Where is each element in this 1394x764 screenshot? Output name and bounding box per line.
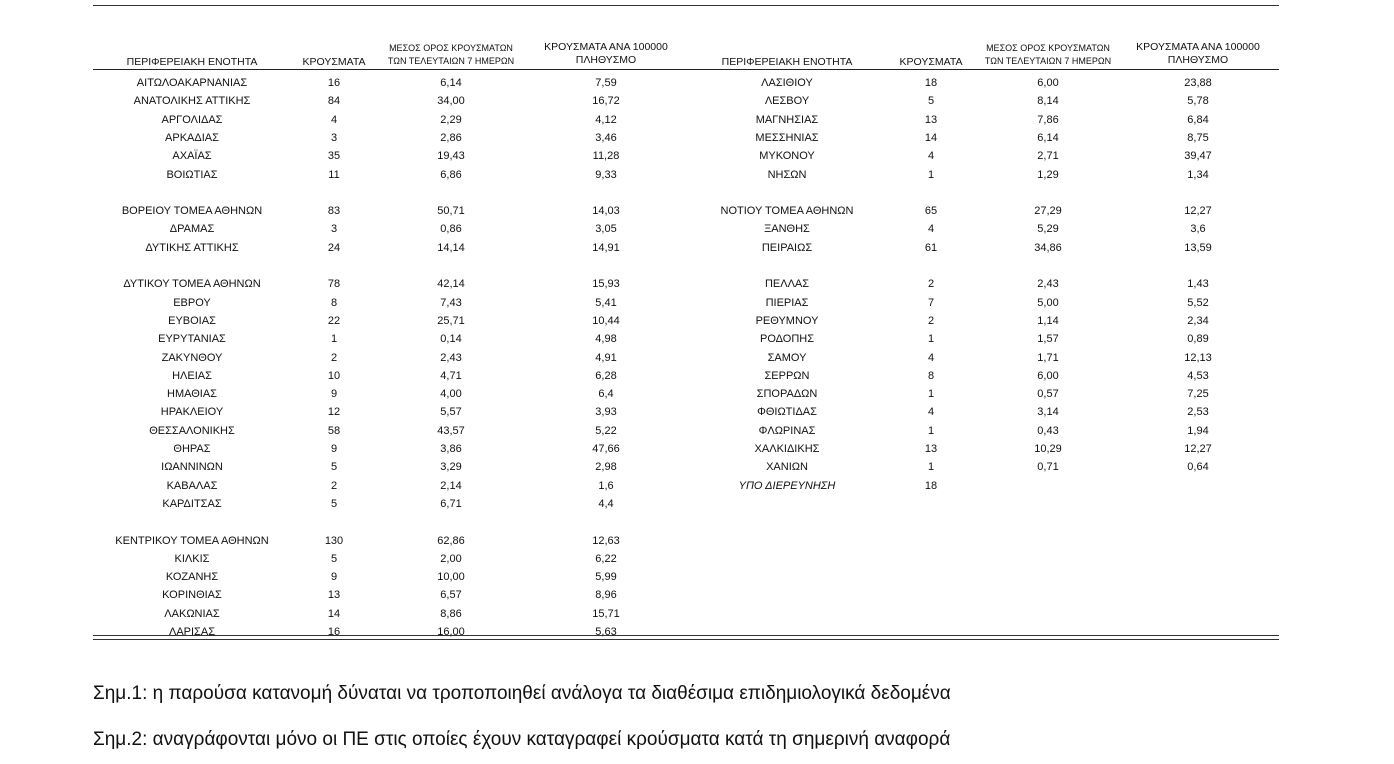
- cases-cell: 1: [927, 461, 935, 474]
- cases-cell: 24: [327, 241, 341, 254]
- cases-cell: 5: [330, 497, 338, 510]
- region-name-cell: ΡΟΔΟΠΗΣ: [759, 333, 815, 346]
- region-name-cell: ΠΕΙΡΑΙΩΣ: [761, 241, 813, 254]
- cases-cell: 13: [327, 589, 341, 602]
- per100k-cell: 8,96: [595, 589, 617, 602]
- cases-cell: 1: [927, 333, 935, 346]
- cases-cell: 8: [927, 369, 935, 382]
- top-rule: [93, 5, 1279, 6]
- avg7-cell: 7,43: [440, 296, 462, 309]
- cases-cell: 18: [924, 479, 938, 492]
- cases-cell: 4: [927, 351, 935, 364]
- region-name-cell: ΣΕΡΡΩΝ: [764, 369, 810, 382]
- region-name-cell: ΔΥΤΙΚΟΥ ΤΟΜΕΑ ΑΘΗΝΩΝ: [123, 278, 261, 291]
- cases-cell: 11: [328, 168, 340, 181]
- region-name-cell: ΧΑΝΙΩΝ: [766, 461, 808, 474]
- region-name-cell: ΛΑΚΩΝΙΑΣ: [164, 607, 220, 620]
- per100k-cell: 15,71: [592, 607, 620, 620]
- bottom-double-rule: [93, 635, 1279, 640]
- cases-cell: 35: [327, 150, 341, 163]
- note-2: Σημ.2: αναγράφονται μόνο οι ΠΕ στις οποίες έχουν καταγραφεί κρούσματα κατά τη σημερινή αναφορά: [93, 729, 951, 750]
- region-name-cell: ΕΥΡΥΤΑΝΙΑΣ: [158, 333, 226, 346]
- cases-cell: 3: [330, 223, 338, 236]
- per100k-cell: 5,52: [1187, 296, 1209, 309]
- region-name-cell: ΞΑΝΘΗΣ: [764, 223, 810, 236]
- per100k-cell: 2,34: [1187, 314, 1209, 327]
- per100k-cell: 1,6: [598, 479, 614, 492]
- left-header-per100k: [531, 41, 681, 67]
- per100k-cell: 2,98: [595, 461, 617, 474]
- cases-cell: 9: [330, 388, 338, 401]
- avg7-cell: 6,00: [1037, 369, 1059, 382]
- per100k-cell: 5,41: [595, 296, 617, 309]
- cases-cell: 14: [924, 131, 938, 144]
- region-name-cell: ΑΡΚΑΔΙΑΣ: [165, 131, 219, 144]
- per100k-cell: 5,63: [595, 626, 617, 638]
- cases-cell: 4: [927, 150, 935, 163]
- region-name-cell: ΣΠΟΡΑΔΩΝ: [756, 388, 818, 401]
- avg7-cell: 14,14: [437, 241, 465, 254]
- per100k-cell: 3,93: [595, 406, 617, 419]
- per100k-cell: 13,59: [1184, 241, 1212, 254]
- per100k-cell: 5,78: [1187, 95, 1209, 108]
- region-name-cell: ΚΟΡΙΝΘΙΑΣ: [162, 589, 222, 602]
- per100k-cell: 4,98: [595, 333, 617, 346]
- avg7-cell: 7,86: [1037, 113, 1059, 126]
- region-name-cell: ΝΟΤΙΟΥ ΤΟΜΕΑ ΑΘΗΝΩΝ: [720, 205, 854, 218]
- per100k-cell: 3,05: [595, 223, 617, 236]
- avg7-cell: 10,29: [1034, 443, 1062, 455]
- avg7-cell: 0,71: [1037, 461, 1059, 474]
- region-name-cell: ΜΕΣΣΗΝΙΑΣ: [755, 131, 819, 144]
- cases-cell: 78: [327, 278, 341, 291]
- avg7-cell: 2,71: [1037, 150, 1059, 163]
- cases-cell: 22: [327, 314, 341, 327]
- cases-cell: 1: [330, 333, 338, 346]
- avg7-cell: 34,86: [1034, 241, 1062, 254]
- region-name-cell: ΠΕΛΛΑΣ: [764, 278, 810, 291]
- avg7-cell: 2,29: [440, 113, 462, 126]
- left-header-per100k-line1: ΚΡΟΥΣΜΑΤΑ ΑΝΑ 100000: [544, 41, 668, 53]
- region-name-cell: ΕΥΒΟΙΑΣ: [168, 314, 216, 327]
- avg7-cell: 34,00: [437, 95, 465, 108]
- avg7-cell: 3,14: [1037, 406, 1059, 419]
- right-header-per100k: [1123, 41, 1273, 67]
- per100k-cell: 12,27: [1184, 443, 1212, 455]
- per100k-cell: 12,63: [592, 534, 620, 547]
- region-name-cell: ΡΕΘΥΜΝΟΥ: [755, 314, 819, 327]
- cases-cell: 83: [327, 205, 341, 218]
- cases-cell: 4: [330, 113, 338, 126]
- cases-cell: 12: [327, 406, 341, 419]
- region-name-cell: ΚΑΡΔΙΤΣΑΣ: [162, 497, 222, 510]
- per100k-cell: 6,22: [595, 552, 617, 565]
- left-header-region: ΠΕΡΙΦΕΡΕΙΑΚΗ ΕΝΟΤΗΤΑ: [126, 56, 258, 68]
- region-name-cell: ΘΗΡΑΣ: [173, 443, 211, 455]
- region-name-cell: ΜΥΚΟΝΟΥ: [759, 150, 815, 163]
- avg7-cell: 42,14: [437, 278, 465, 291]
- per100k-cell: 3,46: [595, 131, 617, 144]
- region-name-cell: ΑΧΑΪΑΣ: [172, 150, 212, 163]
- per100k-cell: 39,47: [1184, 150, 1212, 163]
- per100k-cell: 3,6: [1190, 223, 1206, 236]
- cases-cell: 8: [330, 296, 338, 309]
- cases-cell: 4: [927, 406, 935, 419]
- cases-cell: 2: [330, 351, 338, 364]
- region-name-cell: ΚΙΛΚΙΣ: [174, 552, 210, 565]
- region-name-cell: ΗΜΑΘΙΑΣ: [167, 388, 217, 401]
- per100k-cell: 10,44: [592, 314, 620, 327]
- region-name-cell: ΑΝΑΤΟΛΙΚΗΣ ΑΤΤΙΚΗΣ: [133, 95, 251, 108]
- cases-cell: 84: [327, 95, 341, 108]
- per100k-cell: 11,28: [592, 150, 620, 163]
- left-header-cases: ΚΡΟΥΣΜΑΤΑ: [302, 56, 366, 68]
- right-header-avg-line2: ΤΩΝ ΤΕΛΕΥΤΑΙΩΝ 7 ΗΜΕΡΩΝ: [984, 56, 1112, 66]
- avg7-cell: 1,71: [1037, 351, 1059, 364]
- right-header-region: ΠΕΡΙΦΕΡΕΙΑΚΗ ΕΝΟΤΗΤΑ: [721, 56, 853, 68]
- cases-cell: 130: [324, 534, 344, 547]
- avg7-cell: 50,71: [437, 205, 465, 218]
- avg7-cell: 10,00: [437, 571, 465, 584]
- per100k-cell: 0,64: [1187, 461, 1209, 474]
- per100k-cell: 23,88: [1184, 77, 1212, 89]
- per100k-cell: 12,13: [1184, 351, 1212, 364]
- per100k-cell: 6,84: [1187, 113, 1209, 126]
- cases-cell: 14: [327, 607, 341, 620]
- avg7-cell: 6,14: [1037, 131, 1059, 144]
- region-name-cell: ΔΥΤΙΚΗΣ ΑΤΤΙΚΗΣ: [145, 241, 239, 254]
- left-header-per100k-line2: ΠΛΗΘΥΣΜΟ: [575, 54, 637, 66]
- per100k-cell: 0,89: [1187, 333, 1209, 346]
- avg7-cell: 0,14: [440, 333, 462, 346]
- region-name-cell: ΚΑΒΑΛΑΣ: [166, 479, 218, 492]
- region-name-cell: ΥΠΟ ΔΙΕΡΕΥΝΗΣΗ: [738, 479, 836, 492]
- region-name-cell: ΛΑΡΙΣΑΣ: [168, 626, 215, 638]
- region-name-cell: ΚΕΝΤΡΙΚΟΥ ΤΟΜΕΑ ΑΘΗΝΩΝ: [115, 534, 269, 547]
- region-name-cell: ΦΛΩΡΙΝΑΣ: [758, 424, 816, 437]
- right-header-cases: ΚΡΟΥΣΜΑΤΑ: [899, 56, 963, 68]
- avg7-cell: 16,00: [437, 626, 465, 638]
- avg7-cell: 2,14: [440, 479, 462, 492]
- per100k-cell: 4,12: [595, 113, 617, 126]
- avg7-cell: 27,29: [1034, 205, 1062, 218]
- per100k-cell: 6,4: [598, 388, 614, 401]
- per100k-cell: 4,4: [598, 497, 614, 510]
- region-name-cell: ΙΩΑΝΝΙΝΩΝ: [161, 461, 223, 474]
- avg7-cell: 6,86: [440, 168, 462, 181]
- avg7-cell: 3,29: [440, 461, 462, 474]
- avg7-cell: 6,00: [1037, 77, 1059, 89]
- right-header-avg-line1: ΜΕΣΟΣ ΟΡΟΣ ΚΡΟΥΣΜΑΤΩΝ: [986, 43, 1110, 53]
- region-name-cell: ΛΑΣΙΘΙΟΥ: [761, 77, 813, 89]
- avg7-cell: 43,57: [437, 424, 465, 437]
- per100k-cell: 16,72: [592, 95, 620, 108]
- region-name-cell: ΗΡΑΚΛΕΙΟΥ: [160, 406, 224, 419]
- cases-cell: 1: [927, 388, 935, 401]
- cases-cell: 2: [927, 314, 935, 327]
- avg7-cell: 3,86: [440, 443, 462, 455]
- left-header-avg-line2: ΤΩΝ ΤΕΛΕΥΤΑΙΩΝ 7 ΗΜΕΡΩΝ: [387, 56, 515, 66]
- per100k-cell: 9,33: [595, 168, 617, 181]
- per100k-cell: 2,53: [1187, 406, 1209, 419]
- cases-cell: 61: [924, 241, 938, 254]
- avg7-cell: 8,14: [1037, 95, 1059, 108]
- avg7-cell: 5,00: [1037, 296, 1059, 309]
- left-header-avg: [381, 42, 521, 68]
- cases-cell: 2: [927, 278, 935, 291]
- avg7-cell: 2,86: [440, 131, 462, 144]
- avg7-cell: 25,71: [437, 314, 465, 327]
- cases-cell: 7: [927, 296, 935, 309]
- avg7-cell: 4,00: [440, 388, 462, 401]
- per100k-cell: 1,94: [1187, 424, 1209, 437]
- region-name-cell: ΖΑΚΥΝΘΟΥ: [161, 351, 223, 364]
- region-name-cell: ΧΑΛΚΙΔΙΚΗΣ: [754, 443, 820, 455]
- region-name-cell: ΒΟΙΩΤΙΑΣ: [166, 168, 218, 181]
- avg7-cell: 0,43: [1037, 424, 1059, 437]
- cases-cell: 16: [327, 77, 341, 89]
- avg7-cell: 62,86: [437, 534, 465, 547]
- avg7-cell: 0,57: [1037, 388, 1059, 401]
- avg7-cell: 2,00: [440, 552, 462, 565]
- cases-cell: 1: [927, 168, 935, 181]
- header-rule: [93, 69, 1279, 70]
- per100k-cell: 6,28: [595, 369, 617, 382]
- cases-cell: 4: [927, 223, 935, 236]
- avg7-cell: 6,14: [440, 77, 462, 89]
- region-name-cell: ΗΛΕΙΑΣ: [172, 369, 212, 382]
- right-header-per100k-line2: ΠΛΗΘΥΣΜΟ: [1167, 54, 1229, 66]
- avg7-cell: 2,43: [1037, 278, 1059, 291]
- per100k-cell: 4,53: [1187, 369, 1209, 382]
- per100k-cell: 1,34: [1187, 168, 1209, 181]
- per100k-cell: 8,75: [1187, 131, 1209, 144]
- per100k-cell: 12,27: [1184, 205, 1212, 218]
- region-name-cell: ΣΑΜΟΥ: [767, 351, 807, 364]
- right-header-avg: [978, 42, 1118, 68]
- right-header-per100k-line1: ΚΡΟΥΣΜΑΤΑ ΑΝΑ 100000: [1136, 41, 1260, 53]
- left-header-avg-line1: ΜΕΣΟΣ ΟΡΟΣ ΚΡΟΥΣΜΑΤΩΝ: [389, 43, 513, 53]
- cases-cell: 2: [330, 479, 338, 492]
- cases-cell: 16: [327, 626, 341, 638]
- region-name-cell: ΕΒΡΟΥ: [173, 296, 211, 309]
- avg7-cell: 4,71: [440, 369, 462, 382]
- region-name-cell: ΒΟΡΕΙΟΥ ΤΟΜΕΑ ΑΘΗΝΩΝ: [121, 205, 263, 218]
- note-1: Σημ.1: η παρούσα κατανομή δύναται να τροποποιηθεί ανάλογα τα διαθέσιμα επιδημιολογικά δεδομένα: [93, 683, 951, 704]
- per100k-cell: 14,03: [592, 205, 620, 218]
- cases-cell: 65: [924, 205, 938, 218]
- avg7-cell: 1,14: [1037, 314, 1059, 327]
- region-name-cell: ΘΕΣΣΑΛΟΝΙΚΗΣ: [149, 424, 235, 437]
- cases-cell: 3: [330, 131, 338, 144]
- avg7-cell: 1,57: [1037, 333, 1059, 346]
- per100k-cell: 47,66: [592, 443, 620, 455]
- cases-cell: 5: [330, 552, 338, 565]
- region-name-cell: ΠΙΕΡΙΑΣ: [765, 296, 809, 309]
- cases-cell: 5: [330, 461, 338, 474]
- per100k-cell: 5,22: [595, 424, 617, 437]
- cases-cell: 1: [927, 424, 935, 437]
- cases-cell: 10: [327, 369, 341, 382]
- avg7-cell: 5,29: [1037, 223, 1059, 236]
- cases-cell: 13: [924, 443, 938, 455]
- region-name-cell: ΔΡΑΜΑΣ: [169, 223, 215, 236]
- region-name-cell: ΑΙΤΩΛΟΑΚΑΡΝΑΝΙΑΣ: [136, 77, 248, 89]
- region-name-cell: ΚΟΖΑΝΗΣ: [165, 571, 219, 584]
- per100k-cell: 14,91: [592, 241, 620, 254]
- per100k-cell: 15,93: [592, 278, 620, 291]
- per100k-cell: 7,59: [595, 77, 617, 89]
- avg7-cell: 6,71: [440, 497, 462, 510]
- cases-cell: 9: [330, 571, 338, 584]
- avg7-cell: 1,29: [1037, 168, 1059, 181]
- avg7-cell: 0,86: [440, 223, 462, 236]
- cases-cell: 9: [330, 443, 338, 455]
- per100k-cell: 5,99: [595, 571, 617, 584]
- avg7-cell: 2,43: [440, 351, 462, 364]
- avg7-cell: 6,57: [440, 589, 462, 602]
- per100k-cell: 7,25: [1187, 388, 1209, 401]
- cases-cell: 58: [327, 424, 341, 437]
- per100k-cell: 1,43: [1187, 278, 1209, 291]
- region-name-cell: ΛΕΣΒΟΥ: [764, 95, 810, 108]
- avg7-cell: 19,43: [437, 150, 465, 163]
- region-name-cell: ΜΑΓΝΗΣΙΑΣ: [755, 113, 819, 126]
- region-name-cell: ΝΗΣΩΝ: [767, 168, 807, 181]
- cases-cell: 5: [927, 95, 935, 108]
- avg7-cell: 5,57: [440, 406, 462, 419]
- region-name-cell: ΦΘΙΩΤΙΔΑΣ: [757, 406, 817, 419]
- cases-cell: 18: [924, 77, 938, 89]
- cases-cell: 13: [924, 113, 938, 126]
- region-name-cell: ΑΡΓΟΛΙΔΑΣ: [161, 113, 223, 126]
- avg7-cell: 8,86: [440, 607, 462, 620]
- per100k-cell: 4,91: [595, 351, 617, 364]
